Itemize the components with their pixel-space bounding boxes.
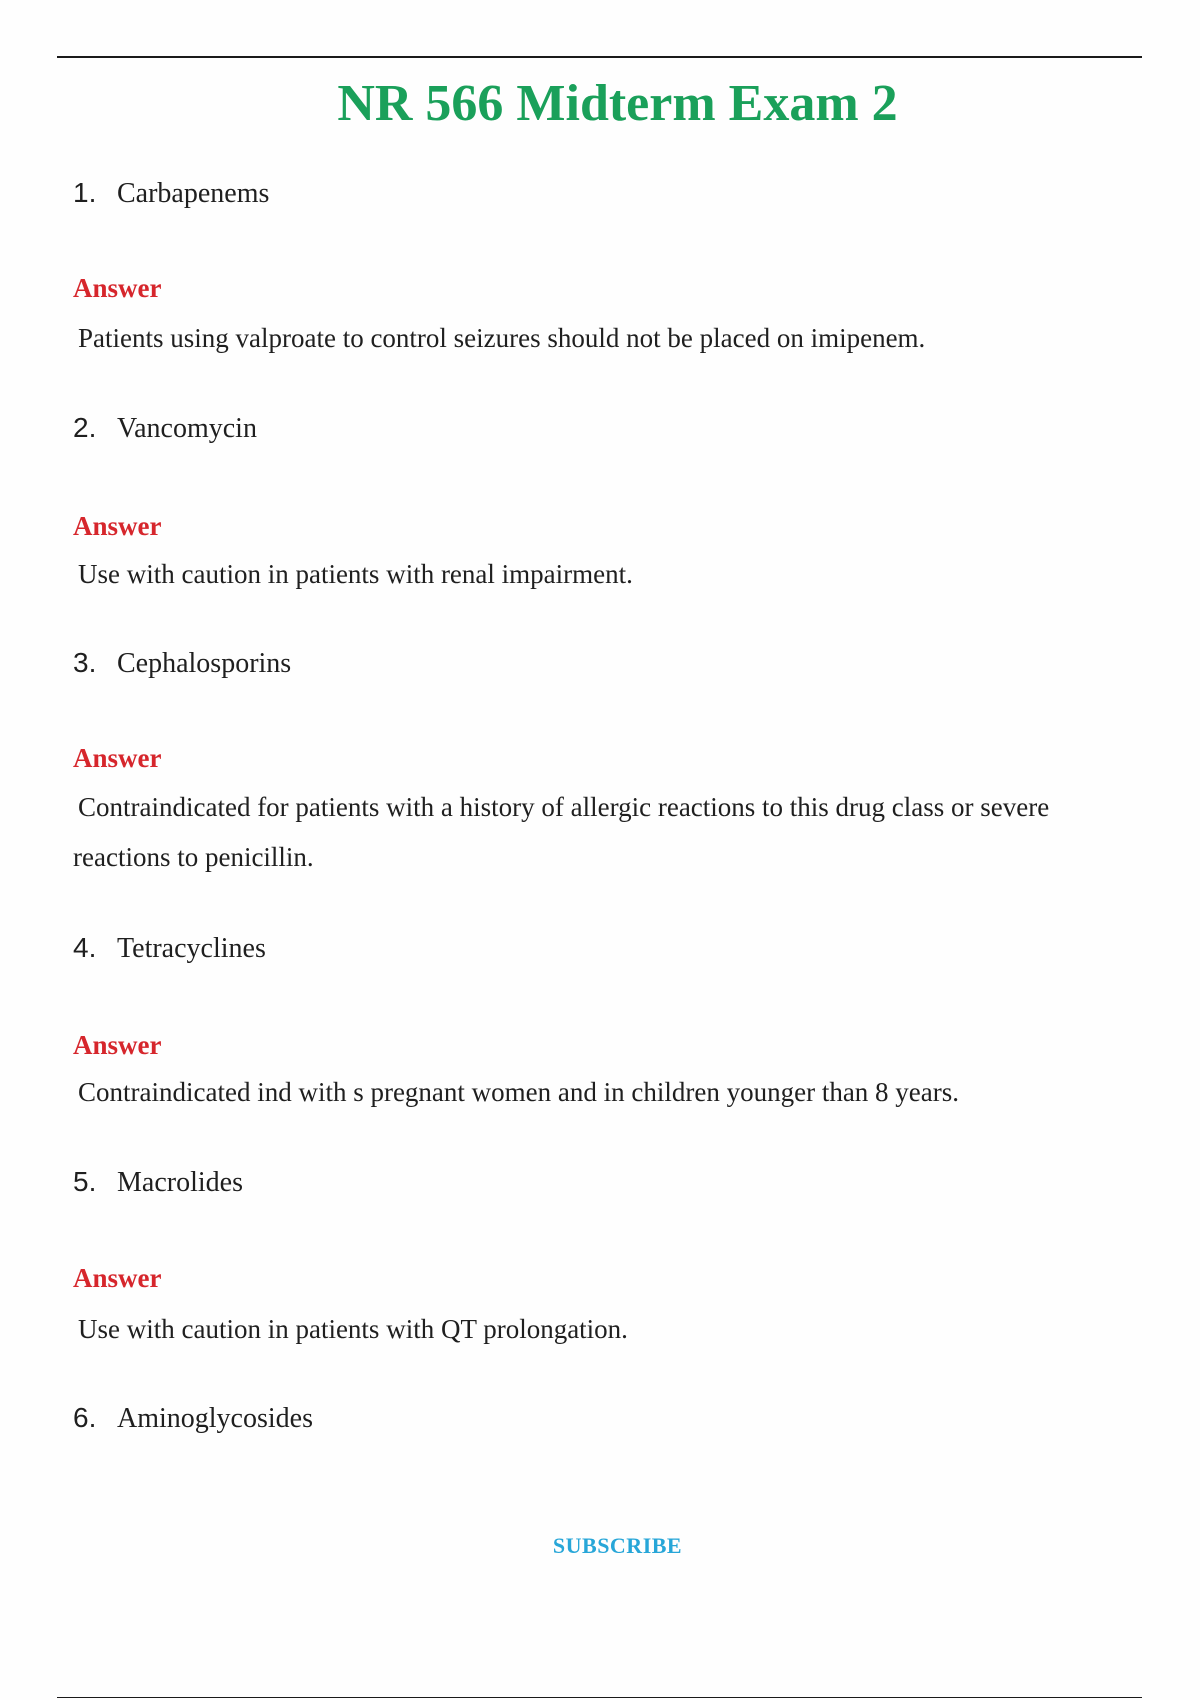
question-number: 4. <box>73 932 97 963</box>
top-divider <box>57 56 1142 58</box>
question-text: Carbapenems <box>117 178 270 209</box>
question-item <box>73 1164 243 1201</box>
answer-label: Answer <box>73 511 162 541</box>
question-number: 1. <box>73 177 97 208</box>
question-number: 6. <box>73 1402 97 1433</box>
question-item <box>73 175 269 212</box>
answer-text: Contraindicated for patients with a history of allergic reactions to this drug class or severe reactions to penicillin. <box>73 792 1050 872</box>
answer-label: Answer <box>73 273 162 303</box>
answer-text: Use with caution in patients with renal impairment. <box>78 559 633 589</box>
question-number: 2. <box>73 412 97 443</box>
answer-text: Patients using valproate to control seizures should not be placed on imipenem. <box>78 323 926 353</box>
answer-label: Answer <box>73 1030 162 1060</box>
subscribe-link[interactable]: SUBSCRIBE <box>552 1533 683 1558</box>
question-text: Cephalosporins <box>117 648 292 679</box>
question-item <box>73 645 291 682</box>
question-text: Aminoglycosides <box>117 1403 313 1434</box>
question-text: Macrolides <box>117 1167 243 1198</box>
question-text: Tetracyclines <box>117 933 266 964</box>
question-item <box>73 930 266 967</box>
document-title: NR 566 Midterm Exam 2 <box>337 75 898 132</box>
question-text: Vancomycin <box>117 413 257 444</box>
question-item <box>73 410 257 447</box>
answer-text: Use with caution in patients with QT prolongation. <box>78 1314 628 1344</box>
question-item <box>73 1400 313 1437</box>
answer-label: Answer <box>73 743 162 773</box>
answer-text: Contraindicated ind with s pregnant women and in children younger than 8 years. <box>78 1077 960 1107</box>
answer-label: Answer <box>73 1263 162 1293</box>
bottom-divider <box>57 1697 1142 1698</box>
question-number: 3. <box>73 647 97 678</box>
question-number: 5. <box>73 1166 97 1197</box>
